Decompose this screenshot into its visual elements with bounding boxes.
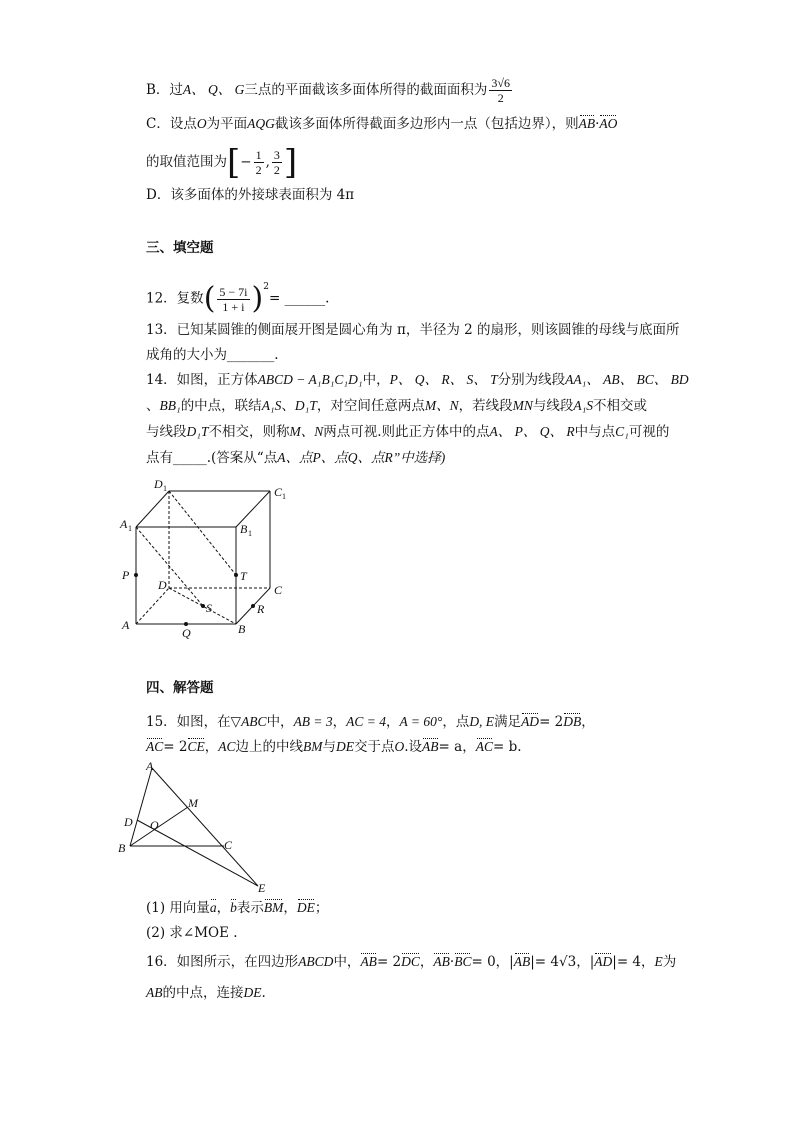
points: A、 P、 Q、 R xyxy=(489,424,575,439)
abs-bar: | xyxy=(612,954,617,970)
question-12 xyxy=(146,278,329,316)
question-13-line2: 成角的大小为_______. xyxy=(146,347,279,363)
point-p xyxy=(134,573,138,577)
fraction-numerator: 3√6 xyxy=(491,76,511,90)
segment: MN xyxy=(512,398,533,413)
label-b1-sub: 1 xyxy=(248,529,252,538)
label-c: C xyxy=(224,838,233,852)
label-o: O xyxy=(150,818,159,832)
text: ，若线段 xyxy=(458,398,513,414)
vector-ab: AB xyxy=(433,952,450,972)
segment: BB₁ xyxy=(159,398,181,413)
fraction-denominator: 2 xyxy=(273,163,280,177)
vector-ab: AB xyxy=(579,114,596,134)
q11-option-c-line2 xyxy=(146,142,298,183)
cube-figure xyxy=(112,472,302,642)
label-m: M xyxy=(188,796,198,810)
segment: A₁S xyxy=(573,398,594,413)
dot-operator: · xyxy=(449,954,455,970)
point-e: E xyxy=(654,954,663,969)
point-o: O xyxy=(196,116,207,131)
label-c: C xyxy=(274,583,283,597)
text: = 2 xyxy=(539,714,564,730)
vector-dc: DC xyxy=(401,952,420,972)
vector-b: b xyxy=(230,898,237,918)
vector-ad-magnitude: AD xyxy=(594,952,612,972)
vector-ac: AC xyxy=(146,737,163,757)
question-14-line3 xyxy=(146,422,669,442)
label-d: D xyxy=(158,578,167,592)
text: ， xyxy=(332,714,347,730)
triangle-name: ABC xyxy=(241,714,267,729)
vector-de: DE xyxy=(297,898,315,918)
angle-a: A = 60° xyxy=(399,714,443,729)
label-a1-sub: 1 xyxy=(128,524,132,533)
plane-aqg: AQG xyxy=(247,116,275,131)
choice: P、点 xyxy=(312,450,348,465)
text: 表示 xyxy=(236,900,264,916)
text: ，点 xyxy=(442,714,470,730)
label-d1: D xyxy=(154,477,163,491)
segment: A₁S xyxy=(261,398,282,413)
point-r xyxy=(251,604,255,608)
text: . xyxy=(517,739,522,755)
question-15-line1 xyxy=(146,712,595,732)
left-paren: ( xyxy=(203,281,216,316)
text: = b xyxy=(492,739,518,755)
option-c-prefix: C．设点 xyxy=(146,116,197,132)
segment: D₁T xyxy=(186,424,209,439)
segment-d1t xyxy=(169,491,236,575)
question-16-line1 xyxy=(146,952,676,972)
text: (1) 用向量 xyxy=(146,900,210,916)
text: 中， xyxy=(333,954,361,970)
fraction-numerator: 5 − 7i xyxy=(219,284,248,299)
comma: , xyxy=(265,154,270,170)
q12-suffix: = ______. xyxy=(268,290,330,307)
choice: Q、点 xyxy=(347,450,385,465)
segment-de: DE xyxy=(243,985,262,1000)
text: ， xyxy=(216,900,231,916)
label-a: A xyxy=(146,759,154,773)
vector-ao: AO xyxy=(599,114,617,134)
option-b-fraction xyxy=(489,76,512,105)
median-bm xyxy=(130,807,188,846)
midpoints: P、 Q、 R、 S、 T xyxy=(389,372,498,387)
text: = 2 xyxy=(376,954,402,970)
vector-bm: BM xyxy=(264,898,284,918)
q12-fraction xyxy=(217,285,249,314)
q12-exponent: 2 xyxy=(263,282,269,292)
text: 的中点，连接 xyxy=(162,985,244,1001)
minus-sign: − xyxy=(240,154,252,170)
point-s xyxy=(201,604,205,608)
question-13-line1: 13．已知某圆锥的侧面展开图是圆心角为 π，半径为 2 的扇形，则该圆锥的母线与底面所 xyxy=(146,322,680,338)
label-p: P xyxy=(122,568,130,582)
text: ， xyxy=(576,954,590,970)
label-r: R xyxy=(257,602,265,616)
point-t xyxy=(234,573,238,577)
option-c-text2: 截该多面体所得截面多边形内一点（包括边界），则 xyxy=(274,116,579,132)
text: 可视的 xyxy=(628,424,670,440)
fraction-denominator: 2 xyxy=(497,91,504,105)
label-c1: C xyxy=(274,485,283,499)
text: ， xyxy=(419,954,434,970)
side-ab: AB xyxy=(146,985,163,1000)
cube-name: ABCD − A₁B₁C₁D₁ xyxy=(257,372,363,387)
text: ，对空间任意两点 xyxy=(316,398,425,414)
text: 与线段 xyxy=(146,424,187,440)
section-title-fill-blank: 三、填空题 xyxy=(146,240,214,256)
option-b-prefix: B．过 xyxy=(146,82,183,98)
q11-option-c-line1 xyxy=(146,114,617,134)
text: 15．如图，在▽ xyxy=(146,714,242,730)
text: 两点可视.则此正方体中的点 xyxy=(323,424,490,440)
text: 点有_____.(答案从“点 xyxy=(146,450,278,466)
text: = 0 xyxy=(471,954,496,970)
fraction-denominator: 2 xyxy=(255,163,262,177)
text: ； xyxy=(314,900,329,916)
text: ， xyxy=(386,714,400,730)
point: C₁ xyxy=(615,424,629,439)
text: .设 xyxy=(404,739,423,755)
vector-ad: AD xyxy=(521,712,539,732)
quadrilateral-name: ABCD xyxy=(298,954,334,969)
text: ， xyxy=(495,954,510,970)
right-paren: ) xyxy=(251,281,264,316)
section-title-solve: 四、解答题 xyxy=(146,680,214,696)
question-14-line4 xyxy=(146,448,445,468)
label-c1-sub: 1 xyxy=(282,492,286,501)
vector-a: a xyxy=(210,898,217,918)
length-ab: AB = 3 xyxy=(293,714,333,729)
text: = 4 xyxy=(616,954,642,970)
q11-option-d: D．该多面体的外接球表面积为 4π xyxy=(146,187,355,203)
text: ， xyxy=(641,954,655,970)
triangle-figure xyxy=(112,758,282,896)
segments: AA₁、 AB、 BC、 BD xyxy=(565,372,689,387)
question-14-line1 xyxy=(146,370,689,390)
option-c-text: 为平面 xyxy=(206,116,248,132)
vector-ce: CE xyxy=(187,737,204,757)
text: 中， xyxy=(362,372,390,388)
text: = 2 xyxy=(163,739,188,755)
points: M、N xyxy=(424,398,459,413)
text: 16．如图所示，在四边形 xyxy=(146,954,299,970)
text: ， xyxy=(204,739,219,755)
abs-bar: | xyxy=(509,954,514,970)
label-a: A xyxy=(122,618,130,632)
text: 不相交或 xyxy=(593,398,648,414)
length-ac: AC = 4 xyxy=(346,714,387,729)
text: 的中点，联结 xyxy=(180,398,262,414)
text: 分别为线段 xyxy=(497,372,566,388)
text: = a xyxy=(438,739,463,755)
text: . xyxy=(261,985,266,1001)
side-ab xyxy=(130,768,152,846)
text: = 4√3 xyxy=(534,954,577,970)
vector-ab: AB xyxy=(422,737,439,757)
segment-de: DE xyxy=(336,739,354,754)
fraction-numerator: 1 xyxy=(255,148,262,162)
label-e: E xyxy=(258,881,266,895)
left-bracket: [ xyxy=(227,142,241,183)
points: M、N xyxy=(289,424,324,439)
segment: D₁T xyxy=(294,398,317,413)
text: ， xyxy=(462,739,476,755)
edge-ad-hidden xyxy=(136,588,169,624)
label-a1: A xyxy=(120,517,128,531)
vector-ab-magnitude: AB xyxy=(514,952,531,972)
side-ac: AC xyxy=(218,739,236,754)
label-b1: B xyxy=(240,522,248,536)
question-15-part2: (2) 求∠MOE . xyxy=(146,925,238,941)
label-b: B xyxy=(118,841,126,855)
label-d1-sub: 1 xyxy=(163,484,167,493)
text: 、 xyxy=(281,398,295,414)
text: 满足 xyxy=(494,714,522,730)
text: 边上的中线 xyxy=(235,739,303,755)
text: 不相交，则称 xyxy=(208,424,290,440)
option-b-text: 三点的平面截该多面体所得的截面面积为 xyxy=(244,82,488,98)
points-de: D, E xyxy=(469,714,495,729)
edge-a1d1 xyxy=(136,491,169,527)
vector-db: DB xyxy=(563,712,581,732)
text: 与 xyxy=(322,739,336,755)
text: 14．如图，正方体 xyxy=(146,372,258,388)
question-16-line2 xyxy=(146,983,266,1003)
question-15-line2 xyxy=(146,737,522,757)
text: 中， xyxy=(266,714,294,730)
q12-prefix: 12．复数 xyxy=(146,290,204,307)
text: 为 xyxy=(662,954,677,970)
choice: R”中选择) xyxy=(384,450,446,465)
fraction-denominator: 1 + i xyxy=(222,299,245,314)
vector-ac: AC xyxy=(476,737,493,757)
question-15-part1 xyxy=(146,898,328,918)
range-low-fraction xyxy=(254,148,264,177)
text: ， xyxy=(581,714,595,730)
text: 与线段 xyxy=(532,398,574,414)
label-t: T xyxy=(240,569,247,583)
range-high-fraction xyxy=(272,148,282,177)
right-bracket: ] xyxy=(283,142,298,183)
dot-operator: · xyxy=(595,116,600,132)
label-q: Q xyxy=(182,626,191,640)
point-o: O xyxy=(394,739,405,754)
option-b-points: A、 Q、 G xyxy=(182,82,245,97)
fraction-numerator: 3 xyxy=(273,148,280,162)
q11-option-b xyxy=(146,76,514,105)
label-b: B xyxy=(238,622,246,636)
text: 中与点 xyxy=(574,424,616,440)
side-ae xyxy=(152,768,258,886)
question-14-line2 xyxy=(146,396,647,416)
vector-bc: BC xyxy=(454,952,471,972)
abs-bar: | xyxy=(530,954,535,970)
label-d: D xyxy=(124,815,133,829)
median-bm: BM xyxy=(303,739,323,754)
label-s: S xyxy=(206,601,212,615)
vector-ab: AB xyxy=(360,952,377,972)
abs-bar: | xyxy=(589,954,595,970)
choice: A、点 xyxy=(277,450,313,465)
text: 、 xyxy=(146,398,160,414)
text: 交于点 xyxy=(354,739,395,755)
text: ， xyxy=(283,900,297,916)
option-c-range-label: 的取值范围为 xyxy=(146,154,227,170)
